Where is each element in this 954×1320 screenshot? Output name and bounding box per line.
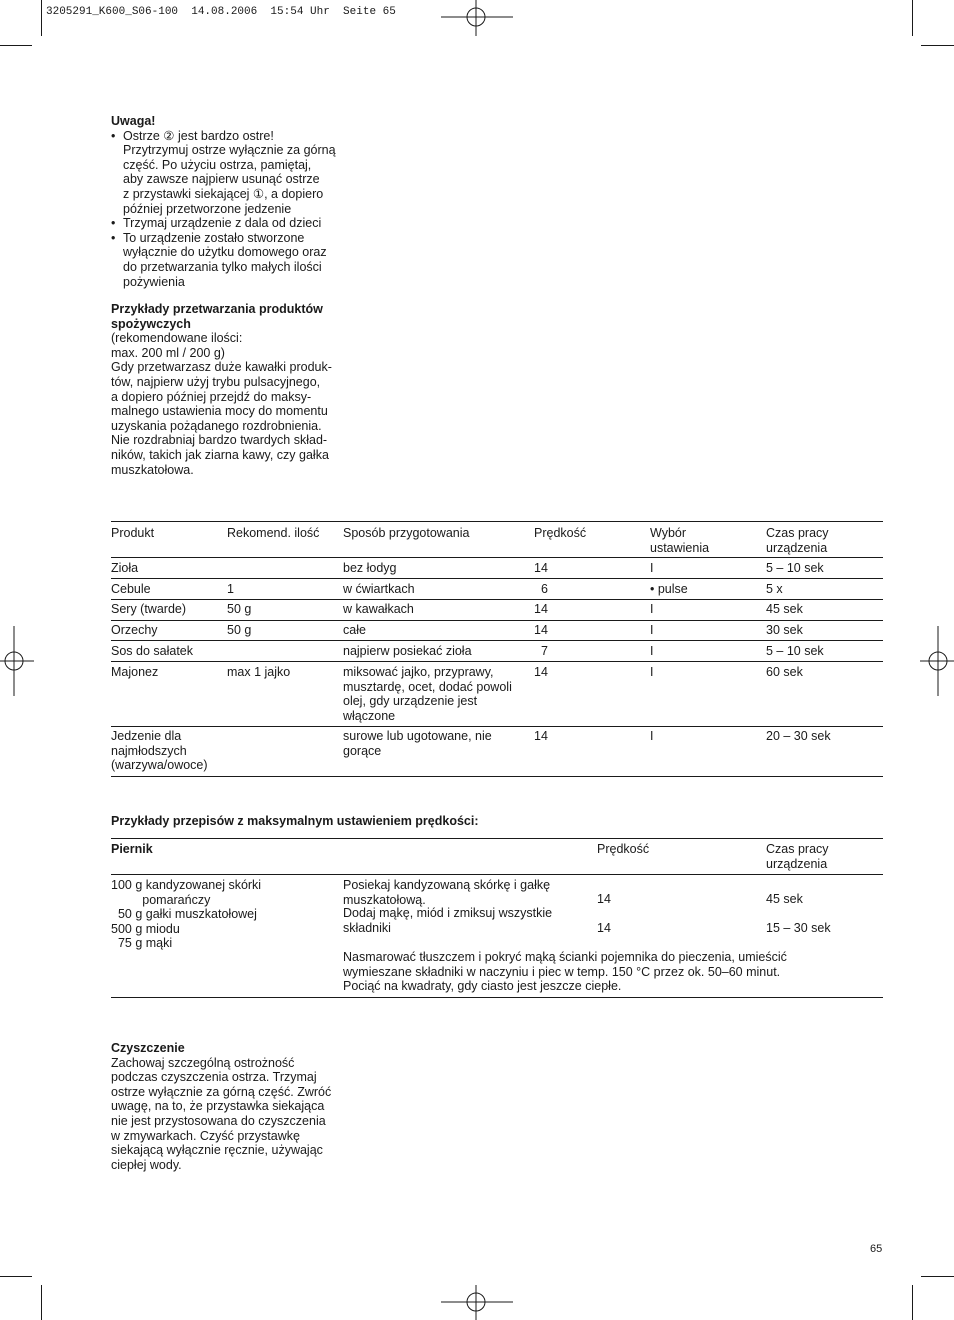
warning-item: • Trzymaj urządzenie z dala od dzieci: [111, 216, 371, 231]
cell-produkt: Sery (twarde): [111, 602, 187, 616]
table-rule: [111, 578, 883, 579]
cell-wybor: I: [650, 729, 654, 743]
cell-produkt: Jedzenie dla najmłodszych (warzywa/owoce): [111, 729, 208, 773]
cleaning-body: Zachowaj szczególną ostrożność podczas czyszczenia ostrza. Trzymaj ostrze wyłącznie za górną część. Zwróć uwagę, na to, że przystawka siekająca nie jest przystosowana do czyszczenia w zmywarkach. Czyść przystawkę siekającą wyłącznie ręcznie, używając ciepłej wody.: [111, 1055, 332, 1172]
cell-wybor: I: [650, 665, 654, 679]
cell-ilosc: 1: [227, 582, 234, 596]
cell-sposob: w ćwiartkach: [343, 582, 415, 596]
cell-czas: 20 – 30 sek: [766, 729, 831, 743]
cleaning-title: Czyszczenie: [111, 1041, 185, 1055]
crop-mark-bottom-right-h: [921, 1276, 954, 1277]
examples-body: (rekomendowane ilości: max. 200 ml / 200 g) Gdy przetwarzasz duże kawałki produk- tów, najpierw użyj trybu pulsacyjnego, a dopiero później przejdź do maksy- malnego ustawienia mocy do momentu uzyskania pożądanego rozdrobnienia. Nie rozdrabniaj bardzo twardych skład- ników, takich jak ziarna kawy, czy gałka muszkatołowa.: [111, 331, 332, 477]
recipe-speed-header: Prędkość: [597, 842, 650, 856]
table-rule: [111, 521, 883, 522]
recipe-step-text: Posiekaj kandyzowaną skórkę i gałkę muszkatołową.: [343, 878, 551, 907]
cell-sposob: całe: [343, 623, 366, 637]
recipe-ingredients: 100 g kandyzowanej skórki pomarańczy 50 g gałki muszkatołowej 500 g miodu 75 g mąki: [111, 878, 262, 951]
recipe-step-time: 15 – 30 sek: [766, 921, 831, 935]
crop-mark-top-left-h: [0, 45, 32, 46]
header-sposob: Sposób przygotowania: [343, 526, 470, 540]
header-wybor: Wybór ustawienia: [650, 526, 710, 555]
cell-sposob: miksować jajko, przyprawy, musztardę, ocet, dodać powoli olej, gdy urządzenie jest włączone: [343, 665, 512, 723]
cell-wybor: I: [650, 623, 654, 637]
cell-produkt: Sos do sałatek: [111, 644, 193, 658]
recipe-step-text: Dodaj mąkę, miód i zmiksuj wszystkie składniki: [343, 906, 553, 935]
cell-czas: 5 – 10 sek: [766, 561, 824, 575]
print-header: 3205291_K600_S06-100 14.08.2006 15:54 Uhr Seite 65: [46, 6, 396, 18]
cell-produkt: Orzechy: [111, 623, 158, 637]
cell-predkosc: 14: [534, 665, 548, 679]
recipe-step-time: 45 sek: [766, 892, 803, 906]
header-czas: Czas pracy urządzenia: [766, 526, 829, 555]
recipe-step-speed: 14: [597, 921, 611, 935]
cell-wybor: • pulse: [650, 582, 688, 596]
cell-wybor: I: [650, 644, 654, 658]
registration-mark-bottom: [441, 1285, 513, 1320]
cell-czas: 5 x: [766, 582, 783, 596]
page-number: 65: [870, 1243, 883, 1255]
crop-mark-bottom-left-v: [41, 1285, 42, 1320]
table-rule: [111, 661, 883, 662]
table-rule: [111, 620, 883, 621]
table-rule: [111, 874, 883, 875]
recipe-step-speed: 14: [597, 892, 611, 906]
crop-mark-bottom-left-h: [0, 1276, 32, 1277]
cell-czas: 30 sek: [766, 623, 803, 637]
table-rule: [111, 997, 883, 998]
recipe-time-header: Czas pracy urządzenia: [766, 842, 829, 871]
registration-mark-right: [920, 626, 954, 696]
header-produkt: Produkt: [111, 526, 155, 540]
cell-produkt: Majonez: [111, 665, 159, 679]
warning-item: • Ostrze ② jest bardzo ostre! Przytrzymuj ostrze wyłącznie za górną część. Po użyciu ostrza, pamiętaj, aby zawsze najpierw usunąć ostrze z przystawki siekającej ①, a dopiero później przetworzone jedzenie: [111, 129, 371, 217]
warning-section: [111, 114, 371, 289]
table-rule: [111, 640, 883, 641]
recipes-title: Przykłady przepisów z maksymalnym ustawieniem prędkości:: [111, 814, 479, 828]
warning-title: Uwaga!: [111, 114, 156, 128]
cell-sposob: w kawałkach: [343, 602, 414, 616]
registration-mark-left: [0, 626, 34, 696]
cell-produkt: Zioła: [111, 561, 139, 575]
cell-ilosc: max 1 jajko: [227, 665, 291, 679]
examples-section: [111, 302, 371, 477]
cleaning-section: [111, 1041, 371, 1172]
cell-predkosc: 6: [541, 582, 548, 596]
warning-list: [111, 129, 371, 290]
cell-predkosc: 7: [541, 644, 548, 658]
recipe-table: [111, 838, 883, 998]
cell-czas: 5 – 10 sek: [766, 644, 824, 658]
table-rule: [111, 776, 883, 777]
crop-mark-top-right-v: [912, 0, 913, 36]
cell-predkosc: 14: [534, 623, 548, 637]
cell-czas: 45 sek: [766, 602, 803, 616]
examples-title: Przykłady przetwarzania produktów spożywczych: [111, 302, 323, 331]
cell-predkosc: 14: [534, 561, 548, 575]
cell-sposob: najpierw posiekać zioła: [343, 644, 472, 658]
cell-predkosc: 14: [534, 729, 548, 743]
table-rule: [111, 838, 883, 839]
header-ilosc: Rekomend. ilość: [227, 526, 320, 540]
crop-mark-bottom-right-v: [912, 1285, 913, 1320]
warning-item: • To urządzenie zostało stworzone wyłącznie do użytku domowego oraz do przetwarzania tylko małych ilości pożywienia: [111, 231, 371, 289]
table-rule: [111, 599, 883, 600]
table-rule: [111, 557, 883, 558]
processing-table: [111, 521, 883, 777]
table-rule: [111, 726, 883, 727]
cell-wybor: I: [650, 602, 654, 616]
header-predkosc: Prędkość: [534, 526, 587, 540]
crop-mark-top-right-h: [921, 45, 954, 46]
cell-produkt: Cebule: [111, 582, 151, 596]
cell-wybor: I: [650, 561, 654, 575]
cell-sposob: bez łodyg: [343, 561, 397, 575]
recipe-note: Nasmarować tłuszczem i pokryć mąką ścianki pojemnika do pieczenia, umieścić wymieszane składniki w naczyniu i piec w temp. 150 °C przez ok. 50–60 minut. Pociąć na kwadraty, gdy ciasto jest jeszcze ciepłe.: [343, 950, 787, 994]
registration-mark-top: [441, 0, 513, 36]
cell-ilosc: 50 g: [227, 623, 252, 637]
cell-sposob: surowe lub ugotowane, nie gorące: [343, 729, 492, 758]
crop-mark-top-left-v: [41, 0, 42, 36]
cell-czas: 60 sek: [766, 665, 803, 679]
cell-predkosc: 14: [534, 602, 548, 616]
cell-ilosc: 50 g: [227, 602, 252, 616]
recipe-name: Piernik: [111, 842, 153, 856]
